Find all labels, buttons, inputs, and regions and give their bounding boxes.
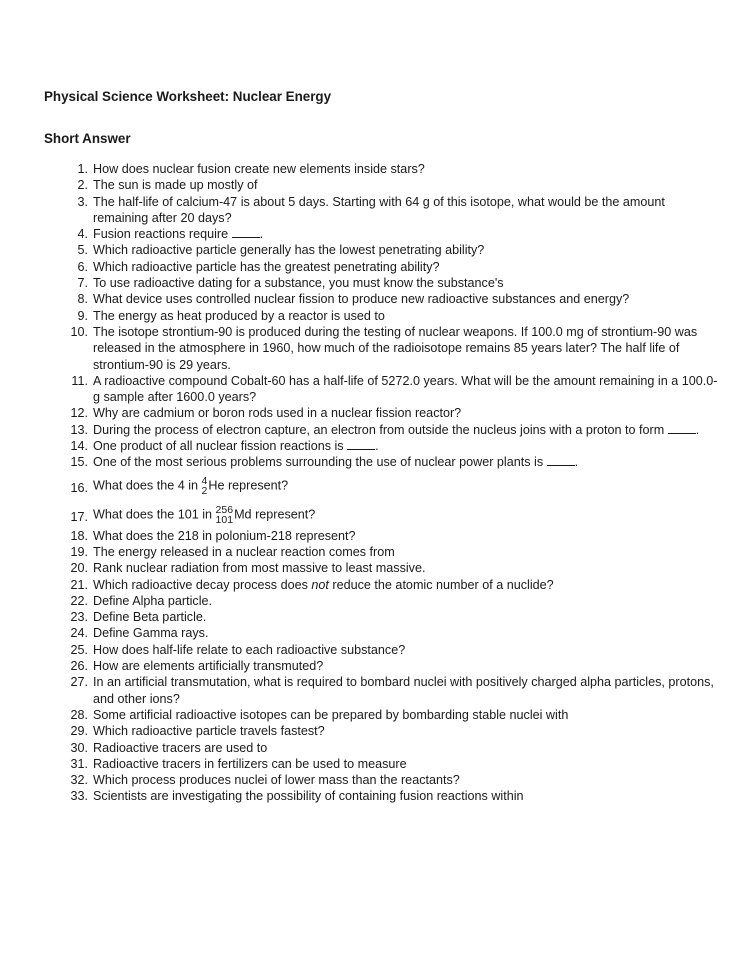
question-item: 21. Which radioactive decay process does not reduce the atomic number of a nuclide? (70, 577, 554, 592)
question-text: Radioactive tracers in fertilizers can be used to measure (93, 756, 407, 771)
question-item: 6. Which radioactive particle has the greatest penetrating ability? (77, 259, 440, 274)
question-text: How does nuclear fusion create new elements inside stars? (93, 162, 425, 176)
element-symbol: Md (234, 506, 252, 521)
question-text: Define Alpha particle. (93, 593, 213, 608)
question-item: 25. How does half-life relate to each radioactive substance? (70, 642, 406, 657)
question-item: 23. Define Beta particle. (70, 610, 207, 625)
question-text: How are elements artificially transmuted? (93, 659, 324, 674)
question-text: The isotope strontium-90 is produced during the testing of nuclear weapons. If 100.0 mg of strontium-90 was released in the atmosphere in 1960, how much of the radioisotope remains 85 years later? The half life of strontium-90 is 29 years. (93, 324, 698, 372)
question-item: 10. The isotope strontium-90 is produced during the testing of nuclear weapons. If 100.0 mg of strontium-90 was released in the atmosphere in 1960, how much of the radioisotope remains 85 years later? The half life of strontium-90 is 29 years. (70, 324, 698, 372)
question-item: 11. A radioactive compound Cobalt-60 has a half-life of 5272.0 years. What will be the amount remaining in a 100.0-g sample after 1600.0 years? (71, 373, 718, 405)
question-item: 30. Radioactive tracers are used to (70, 740, 268, 755)
atomic-number: 101 (215, 513, 234, 526)
question-text: To use radioactive dating for a substance, you must know the substance's (93, 276, 504, 291)
answer-blank (547, 455, 575, 466)
question-item: 13. During the process of electron capture, an electron from outside the nucleus joins with a proton to form . (70, 422, 700, 437)
question-text: During the process of electron capture, an electron from outside the nucleus joins with a proton to form (93, 422, 665, 437)
question-text: Fusion reactions require (93, 227, 229, 242)
element-symbol: He (208, 477, 225, 492)
question-text: Scientists are investigating the possibility of containing fusion reactions within (93, 789, 524, 804)
question-text: Radioactive tracers are used to (93, 740, 268, 755)
question-item: 26. How are elements artificially transmuted? (70, 659, 324, 674)
question-text: What does the 218 in polonium-218 represent? (93, 528, 356, 543)
question-text: The energy released in a nuclear reaction comes from (93, 544, 395, 559)
section-heading: Short Answer (44, 131, 131, 146)
question-text: Define Beta particle. (93, 610, 207, 625)
question-text: Some artificial radioactive isotopes can be prepared by bombarding stable nuclei with (93, 707, 569, 722)
question-item: 22. Define Alpha particle. (70, 593, 213, 608)
question-text: The half-life of calcium-47 is about 5 days. Starting with 64 g of this isotope, what would be the amount remaining after 20 days? (93, 194, 665, 225)
question-text: Why are cadmium or boron rods used in a nuclear fission reactor? (93, 406, 462, 421)
question-item: 29. Which radioactive particle travels fastest? (70, 724, 325, 739)
answer-blank (347, 439, 375, 450)
question-item: 19. The energy released in a nuclear reaction comes from (70, 544, 395, 559)
mass-number: 256 (215, 503, 234, 516)
question-text: One product of all nuclear fission reactions is (93, 439, 344, 454)
question-text: Rank nuclear radiation from most massive to least massive. (93, 561, 426, 576)
question-item: 24. Define Gamma rays. (70, 626, 209, 641)
question-item: 18. What does the 218 in polonium-218 represent? (70, 528, 356, 543)
question-text: Which process produces nuclei of lower mass than the reactants? (93, 773, 460, 788)
question-item: 14. One product of all nuclear fission reactions is . (70, 439, 379, 454)
question-item: 16. What does the 4 in 4 2 He represent? (70, 474, 289, 497)
mass-number: 4 (201, 474, 208, 487)
worksheet-title: Physical Science Worksheet: Nuclear Energy (44, 89, 332, 104)
question-text: Which radioactive particle travels fastest? (93, 724, 325, 739)
question-item: 15. One of the most serious problems surrounding the use of nuclear power plants is . (70, 455, 579, 470)
question-item: 1. How does nuclear fusion create new elements inside stars? (77, 162, 425, 176)
question-item: 8. What device uses controlled nuclear fission to produce new radioactive substances and energy? (77, 292, 630, 307)
question-text: In an artificial transmutation, what is required to bombard nuclei with positively charged alpha particles, protons, and other ions? (93, 675, 714, 706)
question-text: One of the most serious problems surrounding the use of nuclear power plants is (93, 455, 544, 470)
nuclide-notation-helium (202, 476, 225, 496)
question-item: 28. Some artificial radioactive isotopes can be prepared by bombarding stable nuclei with (70, 707, 569, 722)
question-text: A radioactive compound Cobalt-60 has a half-life of 5272.0 years. What will be the amount remaining in a 100.0-g sample after 1600.0 years? (93, 373, 718, 405)
question-item: 12. Why are cadmium or boron rods used in a nuclear fission reactor? (70, 406, 462, 421)
nuclide-notation-mendelevium (216, 505, 252, 525)
question-item: 7. To use radioactive dating for a substance, you must know the substance's (77, 276, 504, 291)
question-text: Define Gamma rays. (93, 626, 209, 641)
question-text: How does half-life relate to each radioactive substance? (93, 642, 406, 657)
question-item: 9. The energy as heat produced by a reactor is used to (77, 308, 385, 323)
question-text: Which radioactive particle has the greatest penetrating ability? (93, 259, 440, 274)
question-text: What device uses controlled nuclear fission to produce new radioactive substances and energy? (93, 292, 630, 307)
question-item: 20. Rank nuclear radiation from most massive to least massive. (70, 561, 426, 576)
question-item: 31. Radioactive tracers in fertilizers can be used to measure (70, 756, 407, 771)
question-item: 32. Which process produces nuclei of lower mass than the reactants? (70, 773, 460, 788)
question-text: Which radioactive particle generally has the lowest penetrating ability? (93, 243, 485, 258)
emphasis-text: not (311, 577, 329, 592)
question-item: 17. What does the 101 in 256 101 Md represent? (70, 503, 316, 526)
question-text: The energy as heat produced by a reactor is used to (93, 308, 385, 323)
atomic-number: 2 (201, 484, 208, 497)
question-item: 33. Scientists are investigating the possibility of containing fusion reactions within (70, 789, 524, 804)
question-item: 2. The sun is made up mostly of (77, 178, 258, 193)
question-item: 27. In an artificial transmutation, what is required to bombard nuclei with positively charged alpha particles, protons, and other ions? (70, 675, 714, 706)
question-item: 5. Which radioactive particle generally has the lowest penetrating ability? (77, 243, 485, 258)
question-list (0, 161, 720, 805)
question-text: The sun is made up mostly of (93, 178, 258, 193)
answer-blank (232, 227, 260, 238)
answer-blank (668, 423, 696, 434)
question-item: 4. Fusion reactions require . (77, 227, 264, 242)
question-item: 3. The half-life of calcium-47 is about 5 days. Starting with 64 g of this isotope, what would be the amount remaining after 20 days? (77, 194, 665, 225)
